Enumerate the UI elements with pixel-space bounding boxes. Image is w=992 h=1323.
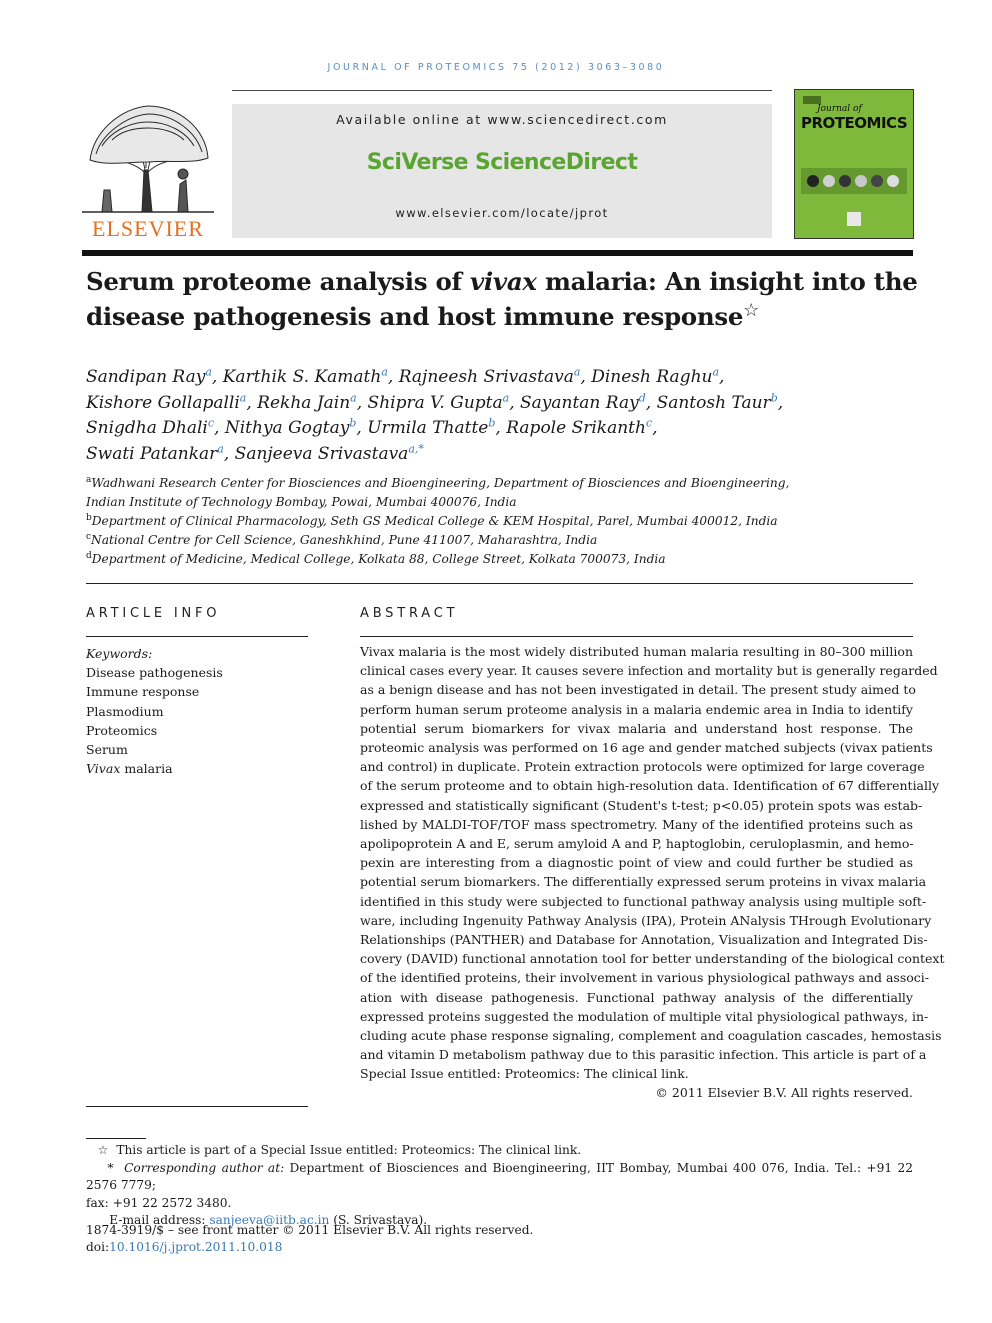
author[interactable]: Kishore Gollapalli$^a$, bbox=[86, 390, 258, 413]
article-info-bottom-rule bbox=[86, 1106, 308, 1107]
abstract-copyright: © 2011 Elsevier B.V. All rights reserved. bbox=[655, 1085, 913, 1100]
doi-line: doi:10.1016/j.jprot.2011.10.018 bbox=[86, 1239, 283, 1254]
abstract-line: of the identified proteins, their involvement in various physiological pathways and associ- bbox=[360, 970, 930, 986]
abstract-line: covery (DAVID) functional annotation tool for better understanding of the biological context bbox=[360, 951, 945, 967]
header-top-rule bbox=[232, 90, 772, 91]
title-part-2: malaria: An insight into the disease pathogenesis and host immune response bbox=[86, 267, 918, 331]
doi-link[interactable]: 10.1016/j.jprot.2011.10.018 bbox=[109, 1239, 283, 1254]
keyword[interactable]: Vivax malaria bbox=[86, 761, 173, 777]
abstract-line: clinical cases every year. It causes severe infection and mortality but is generally regarded bbox=[360, 663, 938, 679]
abstract-line: as a benign disease and has not been investigated in detail. The present study aimed to bbox=[360, 682, 916, 698]
author[interactable]: Sandipan Ray$^a$, bbox=[86, 365, 223, 387]
journal-citation-line: JOURNAL OF PROTEOMICS 75 (2012) 3063–3080 bbox=[327, 62, 665, 73]
issn-line: 1874-3919/$ – see front matter © 2011 Elsevier B.V. All rights reserved. bbox=[86, 1223, 534, 1237]
article-title bbox=[86, 264, 926, 334]
keyword[interactable]: Immune response bbox=[86, 684, 200, 700]
abstract-line: pexin are interesting from a diagnostic point of view and could further be studied as bbox=[360, 855, 913, 871]
author[interactable]: Santosh Taur$^b$, bbox=[656, 390, 784, 413]
elsevier-logo[interactable] bbox=[82, 100, 214, 240]
abstract-rule bbox=[360, 636, 913, 637]
header-thick-rule bbox=[82, 250, 913, 256]
abstract-line: potential serum biomarkers for vivax malaria and understand host response. The bbox=[360, 720, 913, 736]
author[interactable]: Sayantan Ray$^d$, bbox=[520, 390, 657, 413]
footnote-rule bbox=[86, 1138, 146, 1139]
affiliation-a: $^a$Wadhwani Research Center for Biosciences and Bioengineering, Department of Biosciences and Bioengineering, Indian Institute of Technology Bombay, Powai, Mumbai 400076, India bbox=[86, 474, 790, 509]
available-online-text[interactable]: Available online at www.sciencedirect.com bbox=[336, 112, 668, 127]
footnote-special-issue: ☆ This article is part of a Special Issue entitled: Proteomics: The clinical link. bbox=[97, 1143, 582, 1157]
keyword[interactable]: Disease pathogenesis bbox=[86, 665, 223, 681]
abstract-line: cluding acute phase response signaling, complement and coagulation cascades, hemostasis bbox=[360, 1028, 942, 1044]
title-italic: vivax bbox=[469, 267, 537, 296]
abstract-line: of the serum proteome and to obtain high-resolution data. Identification of 67 differentially bbox=[360, 778, 940, 794]
email-link[interactable]: sanjeeva@iitb.ac.in bbox=[209, 1213, 330, 1227]
author-list bbox=[86, 365, 926, 467]
article-info-rule bbox=[86, 636, 308, 637]
footnote-corresponding-author: * Corresponding author at: Department of Biosciences and Bioengineering, IIT Bombay, Mumbai 400 076, India. Tel.: +91 22 2576 7779; fax: +91 22 2572 3480. bbox=[86, 1160, 913, 1210]
keyword[interactable]: Serum bbox=[86, 742, 128, 758]
issn-doi-block bbox=[86, 1222, 913, 1255]
author[interactable]: Rekha Jain$^a$, bbox=[257, 390, 368, 413]
author[interactable]: Urmila Thatte$^b$, bbox=[367, 416, 507, 438]
sciverse-sciencedirect-logo[interactable]: SciVerse ScienceDirect bbox=[366, 150, 638, 175]
abstract-line: Vivax malaria is the most widely distributed human malaria resulting in 80–300 million bbox=[360, 644, 914, 659]
keywords-label: Keywords: bbox=[86, 646, 153, 661]
author[interactable]: Rajneesh Srivastava$^a$, bbox=[398, 365, 592, 387]
cover-journal-of: Journal of bbox=[817, 104, 862, 114]
abstract-line: apolipoprotein A and E, serum amyloid A and P, haptoglobin, ceruloplasmin, and hemo- bbox=[360, 836, 914, 852]
abstract-line: and control) in duplicate. Protein extraction protocols were optimized for large coverage bbox=[360, 759, 925, 775]
author[interactable]: Dinesh Raghu$^a$, bbox=[591, 365, 725, 387]
footnotes bbox=[86, 1142, 913, 1230]
journal-cover-thumbnail[interactable] bbox=[795, 90, 913, 238]
cover-artwork-icon bbox=[795, 90, 913, 238]
author[interactable]: Karthik S. Kamath$^a$, bbox=[222, 365, 399, 387]
author[interactable]: Shipra V. Gupta$^a$, bbox=[367, 390, 520, 413]
abstract-line: ation with disease pathogenesis. Functional pathway analysis of the differentially bbox=[360, 989, 913, 1005]
abstract-heading: ABSTRACT bbox=[360, 606, 459, 621]
abstract-line: perform human serum proteome analysis in a malaria endemic area in India to identify bbox=[360, 701, 913, 717]
author[interactable]: Sanjeeva Srivastava$^{a,*}$ bbox=[234, 441, 424, 464]
section-divider bbox=[86, 583, 913, 584]
affiliations bbox=[86, 474, 926, 569]
abstract-body bbox=[360, 642, 945, 1084]
author[interactable]: Nithya Gogtay$^b$, bbox=[224, 416, 368, 438]
affiliation-c: $^c$National Centre for Cell Science, Ganeshkhind, Pune 411007, Maharashtra, India bbox=[86, 531, 598, 547]
title-footnote-star[interactable]: ☆ bbox=[743, 299, 759, 321]
journal-homepage-url[interactable]: www.elsevier.com/locate/jprot bbox=[395, 206, 609, 220]
keywords-list bbox=[86, 644, 308, 778]
abstract-line: potential serum biomarkers. The differentially expressed serum proteins in vivax malaria bbox=[360, 874, 927, 890]
author[interactable]: Rapole Srikanth$^c$, bbox=[506, 416, 658, 438]
footnote-email: E-mail address: sanjeeva@iitb.ac.in (S. Srivastava). bbox=[109, 1213, 428, 1227]
abstract-line: Special Issue entitled: Proteomics: The clinical link. bbox=[360, 1066, 689, 1082]
abstract-line: ware, including Ingenuity Pathway Analysis (IPA), Protein ANalysis THrough Evolutionary bbox=[360, 912, 932, 928]
keyword[interactable]: Plasmodium bbox=[86, 703, 164, 719]
affiliation-d: $^d$Department of Medicine, Medical College, Kolkata 88, College Street, Kolkata 700073, India bbox=[86, 550, 666, 566]
abstract-line: and vitamin D metabolism pathway due to this parasitic infection. This article is part of a bbox=[360, 1047, 927, 1063]
article-info-heading: ARTICLE INFO bbox=[86, 606, 221, 621]
abstract-line: proteomic analysis was performed on 16 age and gender matched subjects (vivax patients bbox=[360, 740, 933, 756]
sciencedirect-banner bbox=[232, 104, 772, 238]
abstract-line: identified in this study were subjected to functional pathway analysis using multiple soft- bbox=[360, 893, 927, 909]
title-part-1: Serum proteome analysis of bbox=[86, 267, 470, 296]
abstract-line: Relationships (PANTHER) and Database for Annotation, Visualization and Integrated Dis- bbox=[360, 932, 928, 948]
cover-title: PROTEOMICS bbox=[801, 114, 908, 132]
affiliation-b: $^b$Department of Clinical Pharmacology, Seth GS Medical College & KEM Hospital, Parel, Mumbai 400012, India bbox=[86, 512, 778, 528]
abstract-line: lished by MALDI-TOF/TOF mass spectrometry. Many of the identified proteins such as bbox=[360, 816, 913, 832]
abstract-line: expressed and statistically significant (Student's t-test; p<0.05) protein spots was estab- bbox=[360, 797, 923, 813]
author[interactable]: Swati Patankar$^a$, bbox=[86, 441, 235, 464]
author[interactable]: Snigdha Dhali$^c$, bbox=[86, 416, 225, 438]
elsevier-wordmark: ELSEVIER bbox=[92, 216, 204, 241]
keyword[interactable]: Proteomics bbox=[86, 722, 158, 738]
elsevier-tree-icon bbox=[82, 100, 214, 216]
abstract-line: expressed proteins suggested the modulation of multiple vital physiological pathways, in- bbox=[360, 1008, 929, 1024]
